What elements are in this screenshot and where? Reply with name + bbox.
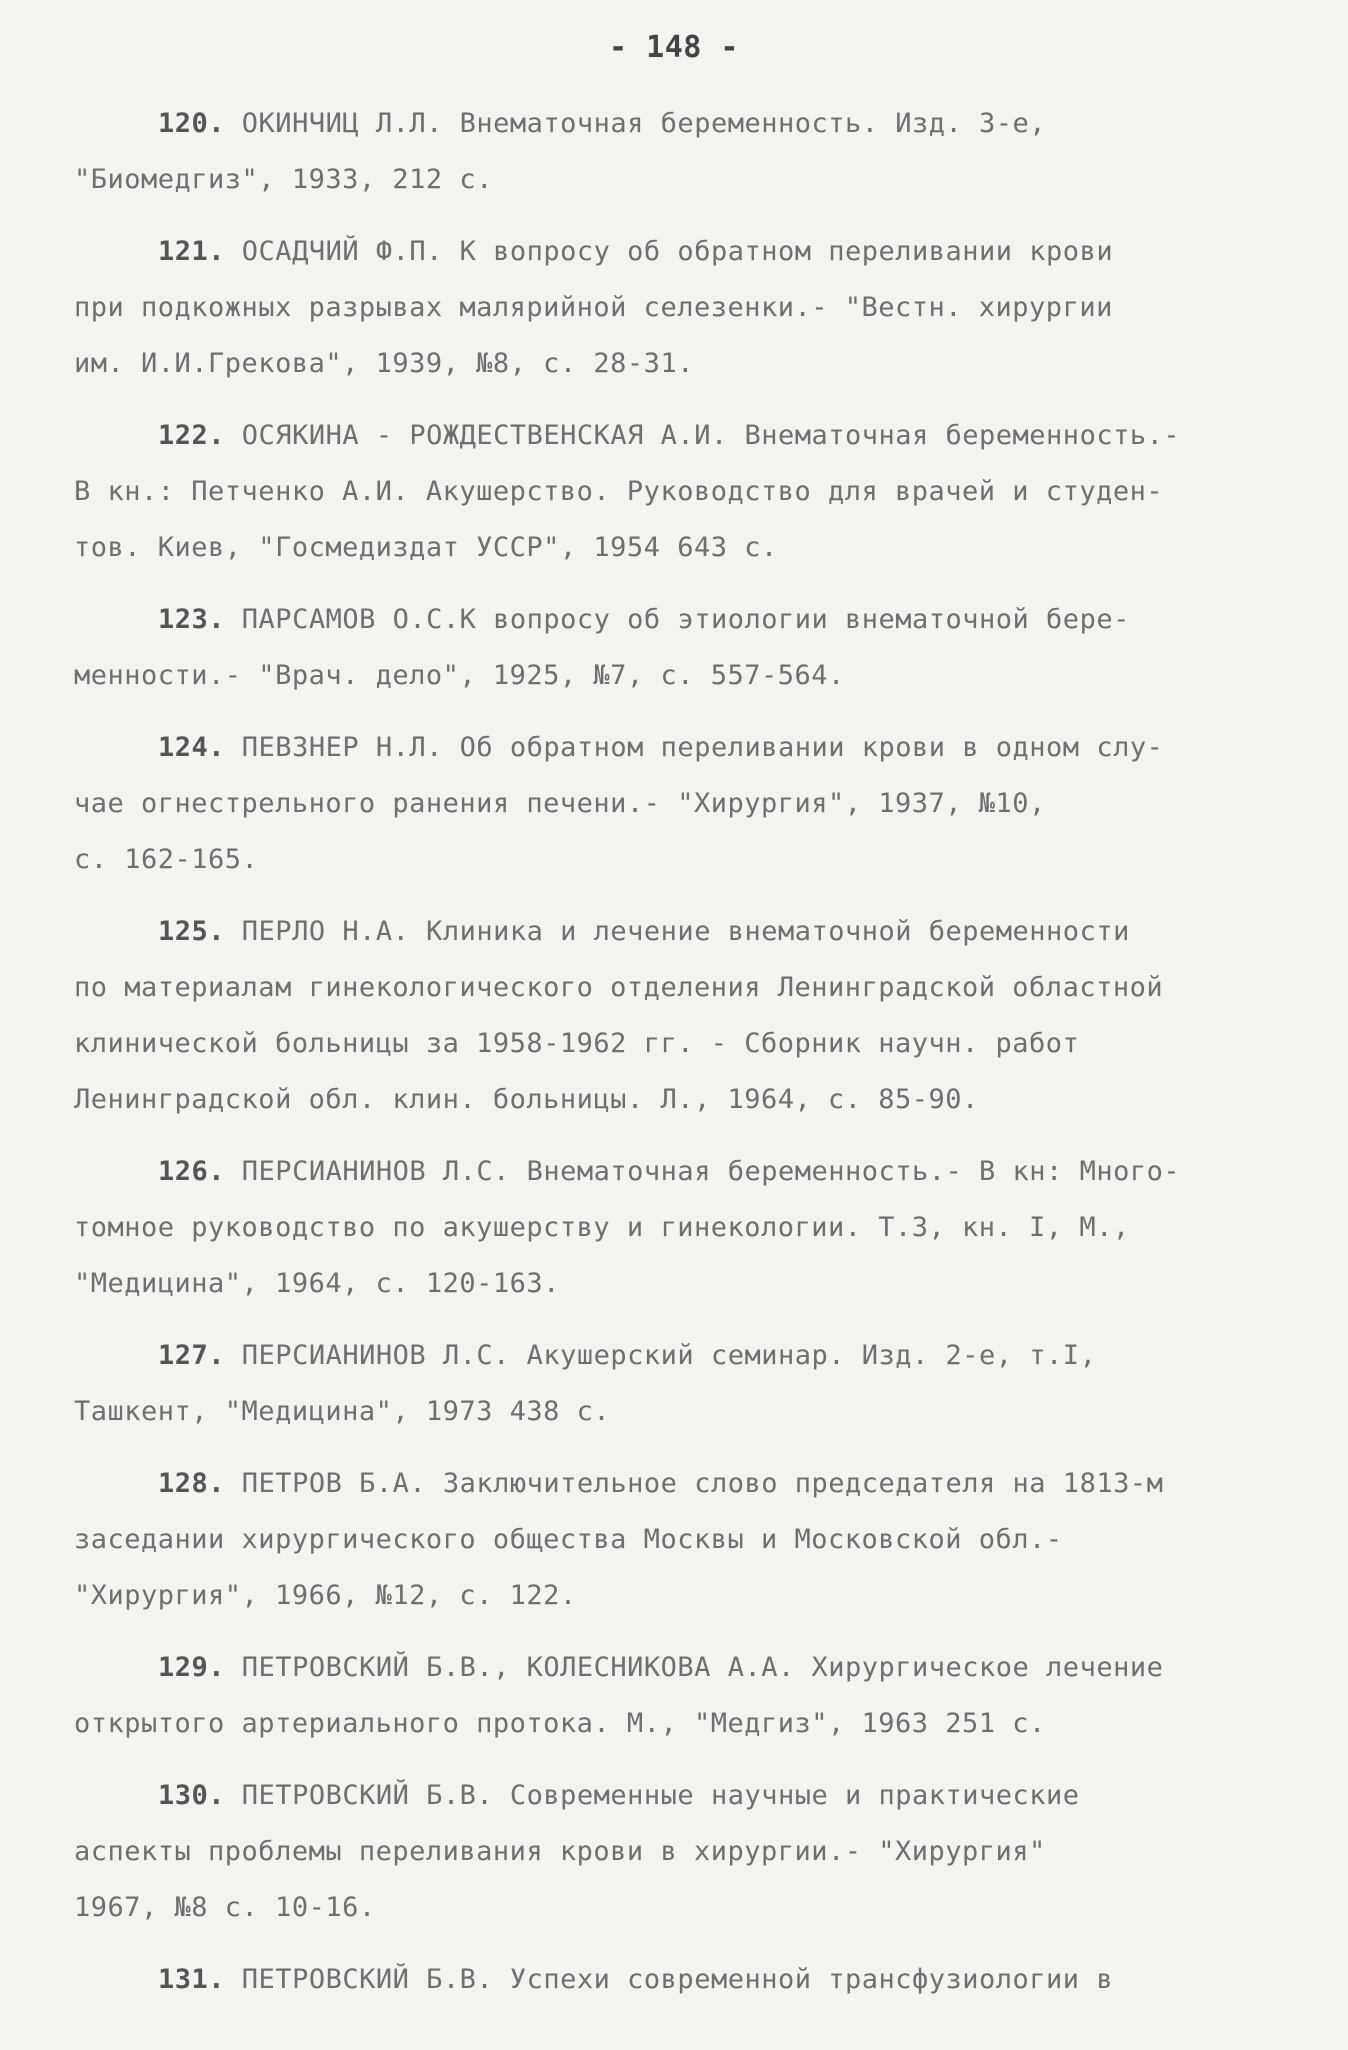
bibliography-entry <box>74 1328 1294 1440</box>
entry-number: 126. <box>158 1156 226 1187</box>
entry-line <box>74 1768 1294 1824</box>
entry-text: ОСАДЧИЙ Ф.П. К вопросу об обратном переливании крови <box>241 236 1114 267</box>
bibliography-entry <box>74 1456 1294 1624</box>
bibliography-entry <box>74 1144 1294 1312</box>
bibliography-entry <box>74 96 1294 208</box>
entry-text: с. 162-165. <box>74 844 259 875</box>
entry-line <box>74 1696 1294 1752</box>
entry-number: 124. <box>158 732 226 763</box>
entry-line <box>74 1328 1294 1384</box>
entry-number: 120. <box>158 108 226 139</box>
entry-line <box>74 520 1294 576</box>
entry-text: ПЕВЗНЕР Н.Л. Об обратном переливании крови в одном слу- <box>241 732 1164 763</box>
entry-line <box>74 1384 1294 1440</box>
entry-text: при подкожных разрывах малярийной селезенки.- "Вестн. хирургии <box>74 292 1113 323</box>
entry-number: 131. <box>158 1964 226 1995</box>
entry-number: 129. <box>158 1652 226 1683</box>
entry-text: ОКИНЧИЦ Л.Л. Внематочная беременность. Изд. 3-е, <box>241 108 1047 139</box>
entry-text: по материалам гинекологического отделения Ленинградской областной <box>74 972 1164 1003</box>
entry-line <box>74 776 1294 832</box>
entry-text: клинической больницы за 1958-1962 гг. - Сборник научн. работ <box>74 1028 1080 1059</box>
entry-text: менности.- "Врач. дело", 1925, №7, с. 557-564. <box>74 660 845 691</box>
bibliography-list <box>74 96 1294 2024</box>
entry-text: тов. Киев, "Госмедиздат УССР", 1954 643 с. <box>74 532 778 563</box>
entry-number: 127. <box>158 1340 226 1371</box>
entry-line <box>74 1144 1294 1200</box>
entry-line <box>74 1568 1294 1624</box>
bibliography-entry <box>74 408 1294 576</box>
entry-number: 130. <box>158 1780 226 1811</box>
entry-text: ОСЯКИНА - РОЖДЕСТВЕНСКАЯ А.И. Внематочная беременность.- <box>241 420 1181 451</box>
entry-text: открытого артериального протока. М., "Медгиз", 1963 251 с. <box>74 1708 1046 1739</box>
entry-line <box>74 1456 1294 1512</box>
entry-line <box>74 1512 1294 1568</box>
entry-number: 122. <box>158 420 226 451</box>
entry-text: В кн.: Петченко А.И. Акушерство. Руководство для врачей и студен- <box>74 476 1164 507</box>
entry-line <box>74 960 1294 1016</box>
entry-line <box>74 1824 1294 1880</box>
entry-text: ПЕТРОВСКИЙ Б.В., КОЛЕСНИКОВА А.А. Хирургическое лечение <box>241 1652 1164 1683</box>
entry-line <box>74 592 1294 648</box>
entry-text: ПЕРСИАНИНОВ Л.С. Акушерский семинар. Изд. 2-е, т.I, <box>241 1340 1097 1371</box>
bibliography-entry <box>74 1640 1294 1752</box>
entry-text: "Медицина", 1964, с. 120-163. <box>74 1268 560 1299</box>
entry-line <box>74 832 1294 888</box>
entry-text: чае огнестрельного ранения печени.- "Хирургия", 1937, №10, <box>74 788 1046 819</box>
entry-text: заседании хирургического общества Москвы и Московской обл.- <box>74 1524 1063 1555</box>
bibliography-entry <box>74 720 1294 888</box>
entry-text: аспекты проблемы переливания крови в хирургии.- "Хирургия" <box>74 1836 1046 1867</box>
entry-text: Ташкент, "Медицина", 1973 438 с. <box>74 1396 611 1427</box>
entry-number: 125. <box>158 916 226 947</box>
entry-text: ПЕРСИАНИНОВ Л.С. Внематочная беременность.- В кн: Много- <box>241 1156 1181 1187</box>
bibliography-entry <box>74 904 1294 1128</box>
entry-text: "Биомедгиз", 1933, 212 с. <box>74 164 493 195</box>
entry-line <box>74 408 1294 464</box>
entry-text: ПАРСАМОВ О.С.К вопросу об этиологии внематочной бере- <box>241 604 1130 635</box>
entry-line <box>74 1640 1294 1696</box>
entry-line <box>74 1256 1294 1312</box>
bibliography-entry <box>74 592 1294 704</box>
entry-line <box>74 336 1294 392</box>
entry-text: им. И.И.Грекова", 1939, №8, с. 28-31. <box>74 348 694 379</box>
entry-line <box>74 904 1294 960</box>
entry-text: ПЕТРОВ Б.А. Заключительное слово председателя на 1813-м <box>241 1468 1164 1499</box>
entry-number: 128. <box>158 1468 226 1499</box>
entry-line <box>74 224 1294 280</box>
entry-text: ПЕРЛО Н.А. Клиника и лечение внематочной беременности <box>241 916 1130 947</box>
bibliography-entry <box>74 224 1294 392</box>
entry-line <box>74 648 1294 704</box>
entry-line <box>74 464 1294 520</box>
entry-line <box>74 1016 1294 1072</box>
entry-text: ПЕТРОВСКИЙ Б.В. Современные научные и практические <box>241 1780 1080 1811</box>
entry-text: томное руководство по акушерству и гинекологии. Т.3, кн. I, М., <box>74 1212 1130 1243</box>
entry-text: 1967, №8 с. 10-16. <box>74 1892 376 1923</box>
bibliography-entry <box>74 1768 1294 1936</box>
entry-number: 121. <box>158 236 226 267</box>
entry-line <box>74 96 1294 152</box>
entry-text: Ленинградской обл. клин. больницы. Л., 1964, с. 85-90. <box>74 1084 979 1115</box>
bibliography-entry <box>74 1952 1294 2008</box>
entry-line <box>74 1880 1294 1936</box>
entry-text: "Хирургия", 1966, №12, с. 122. <box>74 1580 577 1611</box>
entry-line <box>74 280 1294 336</box>
entry-number: 123. <box>158 604 226 635</box>
entry-line <box>74 152 1294 208</box>
entry-text: ПЕТРОВСКИЙ Б.В. Успехи современной трансфузиологии в <box>241 1964 1114 1995</box>
entry-line <box>74 720 1294 776</box>
entry-line <box>74 1200 1294 1256</box>
entry-line <box>74 1072 1294 1128</box>
entry-line <box>74 1952 1294 2008</box>
page-number: - 148 - <box>609 30 739 65</box>
